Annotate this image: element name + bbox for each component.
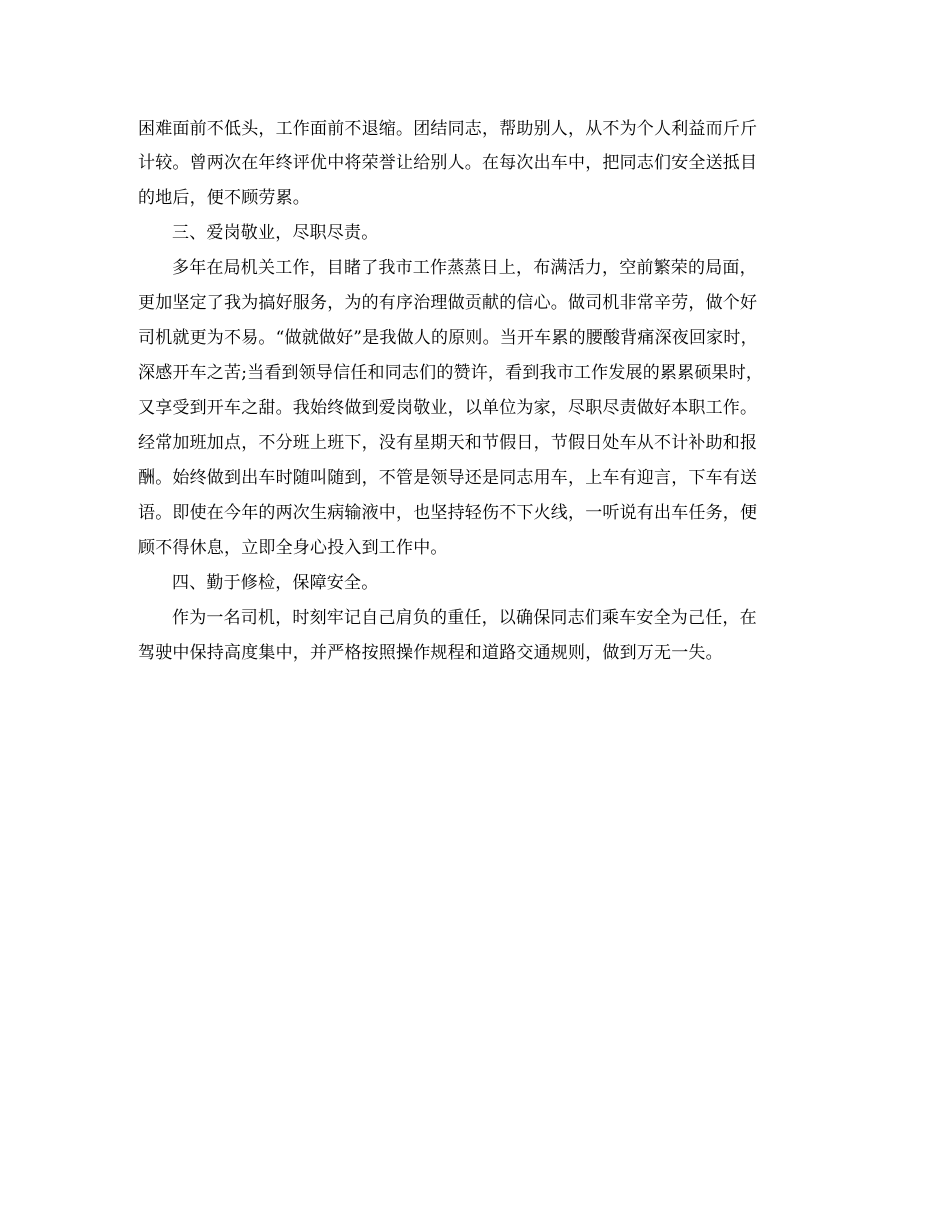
paragraph-line: 司机就更为不易。“做就做好”是我做人的原则。当开车累的腰酸背痛深夜回家时，: [138, 328, 758, 348]
paragraph-line: 多年在局机关工作，目睹了我市工作蒸蒸日上，布满活力，空前繁荣的局面，: [172, 258, 757, 278]
paragraph-line: 语。即使在今年的两次生病输液中，也坚持轻伤不下火线，一听说有出车任务，便: [138, 503, 758, 523]
paragraph-line: 又享受到开车之甜。我始终做到爱岗敬业，以单位为家，尽职尽责做好本职工作。: [138, 398, 758, 418]
paragraph-line: 计较。曾两次在年终评优中将荣誉让给别人。在每次出车中，把同志们安全送抵目: [138, 153, 758, 173]
paragraph-line: 困难面前不低头，工作面前不退缩。团结同志，帮助别人，从不为个人利益而斤斤: [138, 119, 758, 139]
paragraph-line: 的地后，便不顾劳累。: [138, 188, 310, 208]
paragraph-line: 酬。始终做到出车时随叫随到，不管是领导还是同志用车，上车有迎言，下车有送: [138, 468, 758, 488]
paragraph-line: 驾驶中保持高度集中，并严格按照操作规程和道路交通规则，做到万无一失。: [138, 643, 723, 663]
section-heading: 三、爱岗敬业，尽职尽责。: [172, 223, 379, 243]
section-heading: 四、勤于修检，保障安全。: [172, 573, 379, 593]
paragraph-line: 作为一名司机，时刻牢记自己肩负的重任，以确保同志们乘车安全为己任，在: [172, 608, 757, 628]
paragraph-line: 经常加班加点，不分班上班下，没有星期天和节假日，节假日处车从不计补助和报: [138, 433, 758, 453]
paragraph-line: 深感开车之苦;当看到领导信任和同志们的赞许，看到我市工作发展的累累硕果时，: [138, 363, 764, 383]
paragraph-line: 更加坚定了我为搞好服务，为的有序治理做贡献的信心。做司机非常辛劳，做个好: [138, 293, 758, 313]
paragraph-line: 顾不得休息，立即全身心投入到工作中。: [138, 538, 448, 558]
